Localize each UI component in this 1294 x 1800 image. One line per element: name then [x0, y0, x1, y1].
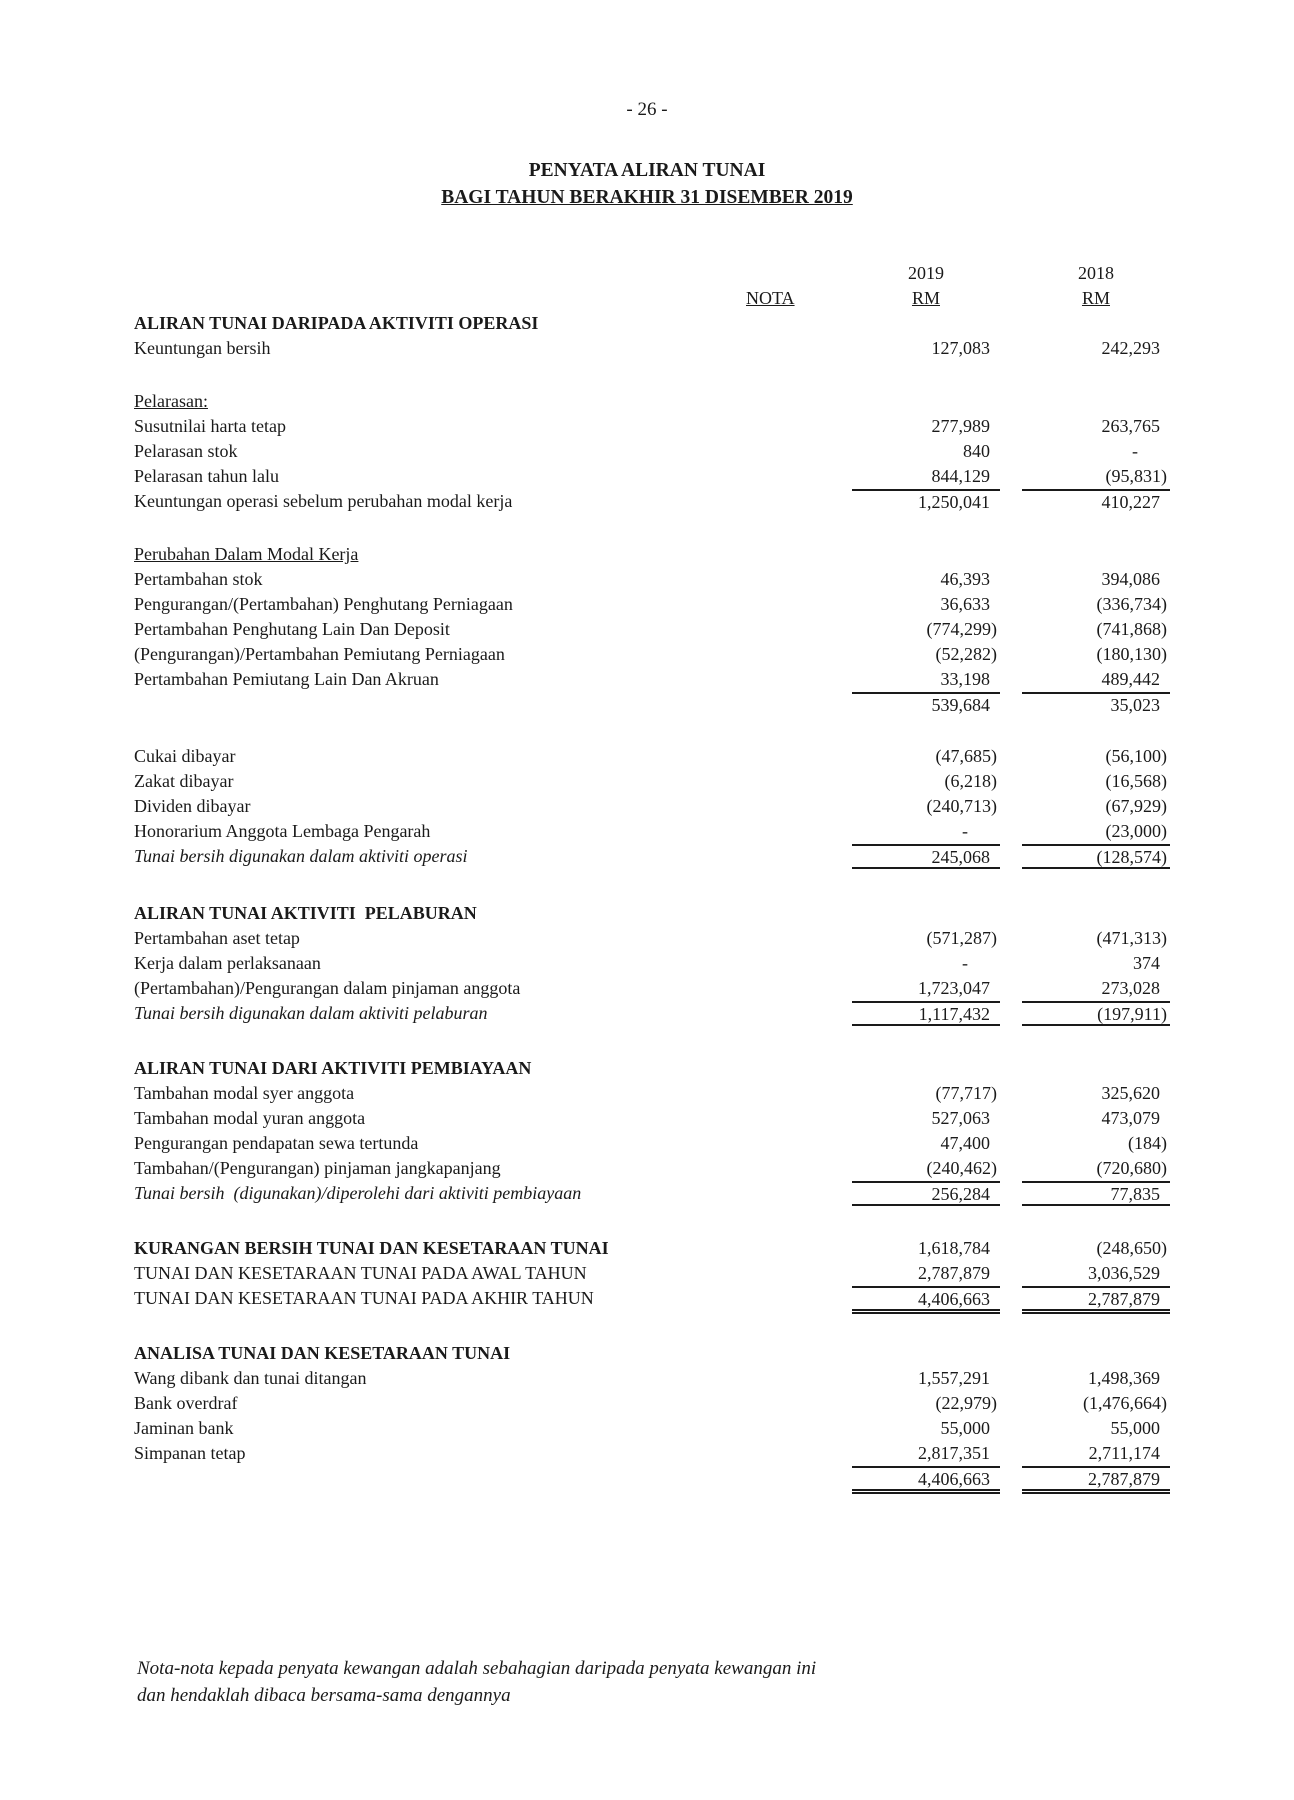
value-2018: (248,650)	[1096, 1238, 1167, 1258]
statement-row	[134, 1286, 1170, 1311]
statement-row	[134, 1236, 1170, 1261]
value-2019: (77,717)	[935, 1083, 997, 1103]
value-2018	[1022, 389, 1170, 414]
row-label: Pelarasan:	[134, 391, 208, 411]
value-2018: 35,023	[1022, 692, 1170, 717]
value-2019: 1,117,432	[852, 1001, 1000, 1026]
column-gap	[1000, 389, 1022, 414]
row-spacer	[134, 514, 1170, 542]
row-label: Pengurangan pendapatan sewa tertunda	[134, 1133, 419, 1153]
value-2018: (741,868)	[1096, 619, 1167, 639]
value-2018: (720,680)	[1096, 1158, 1167, 1178]
value-2019: 2,787,879	[918, 1263, 990, 1283]
column-gap	[1000, 1106, 1022, 1131]
value-2018: 77,835	[1022, 1181, 1170, 1206]
statement-row	[134, 1131, 1170, 1156]
column-gap	[1000, 1236, 1022, 1261]
column-gap	[1000, 1081, 1022, 1106]
row-label: (Pertambahan)/Pengurangan dalam pinjaman anggota	[134, 978, 521, 998]
value-2019: (240,462)	[926, 1158, 997, 1178]
column-headers-units	[134, 286, 1170, 311]
value-2018: 55,000	[1110, 1418, 1160, 1438]
statement-row	[134, 901, 1170, 926]
row-label: Pelarasan stok	[134, 441, 238, 461]
row-label: Keuntungan bersih	[134, 338, 271, 358]
value-2019: (52,282)	[935, 644, 997, 664]
statement-row	[134, 926, 1170, 951]
row-label: Susutnilai harta tetap	[134, 416, 286, 436]
statement-row	[134, 592, 1170, 617]
statement-row	[134, 464, 1170, 489]
value-2019	[852, 389, 1000, 414]
column-gap	[1000, 1001, 1022, 1026]
row-label: Tambahan modal yuran anggota	[134, 1108, 366, 1128]
column-gap	[1000, 464, 1022, 489]
column-gap	[1000, 951, 1022, 976]
statement-row	[134, 542, 1170, 567]
row-label: Tambahan/(Pengurangan) pinjaman jangkapanjang	[134, 1158, 501, 1178]
value-2018: (23,000)	[1105, 821, 1167, 841]
column-gap	[1000, 542, 1022, 567]
row-label: Tunai bersih (digunakan)/diperolehi dari aktiviti pembiayaan	[134, 1183, 582, 1203]
column-gap	[1000, 286, 1022, 311]
column-gap	[1000, 1416, 1022, 1441]
value-2018: (471,313)	[1096, 928, 1167, 948]
value-2019: 4,406,663	[852, 1286, 1000, 1311]
value-2019: 256,284	[852, 1181, 1000, 1206]
title-block	[0, 157, 1294, 211]
value-2018	[1022, 311, 1170, 336]
row-label: Kerja dalam perlaksanaan	[134, 953, 321, 973]
value-2018: 263,765	[1101, 416, 1160, 436]
column-gap	[1000, 1181, 1022, 1206]
column-headers-years	[134, 261, 1170, 286]
column-gap	[1000, 901, 1022, 926]
row-label: Cukai dibayar	[134, 746, 236, 766]
column-gap	[1000, 769, 1022, 794]
statement-row	[134, 769, 1170, 794]
row-label: Tunai bersih digunakan dalam aktiviti operasi	[134, 846, 468, 866]
column-gap	[1000, 794, 1022, 819]
value-2019: (774,299)	[926, 619, 997, 639]
row-label: Pertambahan aset tetap	[134, 928, 300, 948]
row-label: Bank overdraf	[134, 1393, 238, 1413]
column-gap	[1000, 642, 1022, 667]
value-2019: 47,400	[940, 1133, 990, 1153]
row-label: ALIRAN TUNAI DARIPADA AKTIVITI OPERASI	[134, 313, 539, 333]
column-gap	[1000, 567, 1022, 592]
row-label: ANALISA TUNAI DAN KESETARAAN TUNAI	[134, 1343, 511, 1363]
value-2019: 36,633	[940, 594, 990, 614]
value-2018: 394,086	[1101, 569, 1160, 589]
statement-row	[134, 744, 1170, 769]
value-2018	[1022, 1341, 1170, 1366]
value-2018: 2,711,174	[1088, 1443, 1160, 1463]
page-number: - 26 -	[626, 99, 668, 120]
value-2019: 527,063	[931, 1108, 990, 1128]
value-2019: -	[962, 821, 968, 841]
value-2018: (197,911)	[1022, 1001, 1170, 1026]
statement-row	[134, 667, 1170, 692]
statement-row	[134, 414, 1170, 439]
statement-row	[134, 692, 1170, 717]
column-gap	[1000, 489, 1022, 514]
row-label	[134, 1466, 852, 1491]
value-2018: (336,734)	[1096, 594, 1167, 614]
statement-row	[134, 819, 1170, 844]
value-2019: 4,406,663	[852, 1466, 1000, 1491]
column-gap	[1000, 692, 1022, 717]
value-2019: 245,068	[852, 844, 1000, 869]
value-2019: (6,218)	[944, 771, 997, 791]
row-label: Tunai bersih digunakan dalam aktiviti pelaburan	[134, 1003, 488, 1023]
row-spacer	[134, 361, 1170, 389]
statement-row	[134, 489, 1170, 514]
statement-row	[134, 794, 1170, 819]
row-spacer	[134, 717, 1170, 744]
value-2019: 55,000	[940, 1418, 990, 1438]
column-gap	[1000, 617, 1022, 642]
column-header-year-2019: 2019	[908, 263, 944, 283]
value-2019	[852, 1056, 1000, 1081]
value-2018	[1022, 1056, 1170, 1081]
column-gap	[1000, 844, 1022, 869]
column-gap	[1000, 667, 1022, 692]
row-label: Pelarasan tahun lalu	[134, 466, 279, 486]
row-label: ALIRAN TUNAI DARI AKTIVITI PEMBIAYAAN	[134, 1058, 532, 1078]
statement-row	[134, 567, 1170, 592]
row-label: Wang dibank dan tunai ditangan	[134, 1368, 367, 1388]
value-2018: 489,442	[1101, 669, 1160, 689]
cash-flow-statement	[134, 261, 1170, 1491]
column-header-nota: NOTA	[746, 288, 795, 308]
value-2018: 242,293	[1101, 338, 1160, 358]
statement-row	[134, 1391, 1170, 1416]
statement-row	[134, 1056, 1170, 1081]
statement-row	[134, 311, 1170, 336]
column-gap	[1000, 592, 1022, 617]
value-2018: 3,036,529	[1088, 1263, 1160, 1283]
row-label: Keuntungan operasi sebelum perubahan modal kerja	[134, 491, 513, 511]
row-spacer	[134, 869, 1170, 901]
row-label: Honorarium Anggota Lembaga Pengarah	[134, 821, 431, 841]
value-2018: (16,568)	[1105, 771, 1167, 791]
statement-row	[134, 1261, 1170, 1286]
column-gap	[1000, 1366, 1022, 1391]
value-2018	[1022, 901, 1170, 926]
row-label: Pertambahan Penghutang Lain Dan Deposit	[134, 619, 450, 639]
row-label: Pertambahan Pemiutang Lain Dan Akruan	[134, 669, 439, 689]
row-spacer	[134, 1026, 1170, 1056]
value-2019: 33,198	[940, 669, 990, 689]
value-2019: 844,129	[931, 466, 990, 486]
value-2019: 277,989	[931, 416, 990, 436]
row-label: (Pengurangan)/Pertambahan Pemiutang Perniagaan	[134, 644, 505, 664]
statement-row	[134, 844, 1170, 869]
value-2018: 2,787,879	[1022, 1466, 1170, 1491]
statement-row	[134, 617, 1170, 642]
statement-rows	[134, 311, 1170, 1491]
value-2019: 539,684	[852, 692, 1000, 717]
value-2018: (95,831)	[1105, 466, 1167, 486]
value-2018: (1,476,664)	[1083, 1393, 1167, 1413]
column-gap	[1000, 439, 1022, 464]
value-2019: 1,618,784	[918, 1238, 990, 1258]
column-gap	[1000, 819, 1022, 844]
column-gap	[1000, 744, 1022, 769]
statement-row	[134, 336, 1170, 361]
value-2018: -	[1132, 441, 1138, 461]
column-gap	[1000, 311, 1022, 336]
value-2019	[852, 542, 1000, 567]
column-gap	[1000, 336, 1022, 361]
statement-title: PENYATA ALIRAN TUNAI	[528, 160, 766, 181]
row-spacer	[134, 1206, 1170, 1236]
column-gap	[1000, 1441, 1022, 1466]
statement-row	[134, 1466, 1170, 1491]
value-2019: 2,817,351	[918, 1443, 990, 1463]
row-label	[134, 261, 852, 286]
row-spacer	[134, 1311, 1170, 1341]
statement-row	[134, 1366, 1170, 1391]
value-2018: 2,787,879	[1022, 1286, 1170, 1311]
value-2018: 325,620	[1101, 1083, 1160, 1103]
value-2019: 127,083	[931, 338, 990, 358]
value-2018: 473,079	[1101, 1108, 1160, 1128]
value-2019	[852, 901, 1000, 926]
statement-row	[134, 642, 1170, 667]
statement-row	[134, 1081, 1170, 1106]
statement-row	[134, 1156, 1170, 1181]
row-label	[134, 286, 852, 311]
value-2019: 840	[963, 441, 990, 461]
footer-note-line2: dan hendaklah dibaca bersama-sama dengannya	[137, 1685, 511, 1706]
row-label: Zakat dibayar	[134, 771, 234, 791]
row-label: TUNAI DAN KESETARAAN TUNAI PADA AWAL TAHUN	[134, 1263, 587, 1283]
column-gap	[1000, 1056, 1022, 1081]
statement-row	[134, 1341, 1170, 1366]
value-2018	[1022, 542, 1170, 567]
column-gap	[1000, 1261, 1022, 1286]
value-2019: 46,393	[940, 569, 990, 589]
value-2019: 1,723,047	[918, 978, 990, 998]
value-2019	[852, 311, 1000, 336]
column-header-rm-2019: RM	[911, 288, 940, 308]
column-gap	[1000, 1341, 1022, 1366]
statement-row	[134, 389, 1170, 414]
column-gap	[1000, 1156, 1022, 1181]
value-2018: (56,100)	[1105, 746, 1167, 766]
statement-row	[134, 1001, 1170, 1026]
statement-row	[134, 1441, 1170, 1466]
row-label	[134, 692, 852, 717]
column-gap	[1000, 926, 1022, 951]
column-gap	[1000, 1131, 1022, 1156]
row-label: Tambahan modal syer anggota	[134, 1083, 355, 1103]
column-header-rm-2018: RM	[1081, 288, 1110, 308]
row-label: Pertambahan stok	[134, 569, 263, 589]
statement-row	[134, 951, 1170, 976]
value-2018: (128,574)	[1022, 844, 1170, 869]
value-2019: -	[962, 953, 968, 973]
row-label: ALIRAN TUNAI AKTIVITI PELABURAN	[134, 903, 477, 923]
value-2019: 1,250,041	[852, 489, 1000, 514]
statement-row	[134, 1416, 1170, 1441]
column-gap	[1000, 1286, 1022, 1311]
value-2018: (180,130)	[1096, 644, 1167, 664]
column-gap	[1000, 261, 1022, 286]
statement-row	[134, 1181, 1170, 1206]
value-2019: (47,685)	[935, 746, 997, 766]
row-label: Pengurangan/(Pertambahan) Penghutang Perniagaan	[134, 594, 513, 614]
value-2019: (240,713)	[926, 796, 997, 816]
value-2018: (67,929)	[1105, 796, 1167, 816]
value-2018: 273,028	[1101, 978, 1160, 998]
value-2019	[852, 1341, 1000, 1366]
value-2019: (571,287)	[926, 928, 997, 948]
column-gap	[1000, 976, 1022, 1001]
column-gap	[1000, 1466, 1022, 1491]
value-2018: (184)	[1128, 1133, 1167, 1153]
statement-row	[134, 1106, 1170, 1131]
row-label: KURANGAN BERSIH TUNAI DAN KESETARAAN TUNAI	[134, 1238, 609, 1258]
statement-row	[134, 976, 1170, 1001]
value-2018: 1,498,369	[1088, 1368, 1160, 1388]
column-gap	[1000, 1391, 1022, 1416]
row-label: TUNAI DAN KESETARAAN TUNAI PADA AKHIR TAHUN	[134, 1288, 594, 1308]
row-label: Dividen dibayar	[134, 796, 251, 816]
value-2019: 1,557,291	[918, 1368, 990, 1388]
row-label: Jaminan bank	[134, 1418, 234, 1438]
row-label: Simpanan tetap	[134, 1443, 246, 1463]
column-header-year-2018: 2018	[1078, 263, 1114, 283]
footer-note	[137, 1655, 816, 1709]
value-2019: (22,979)	[935, 1393, 997, 1413]
statement-row	[134, 439, 1170, 464]
row-label: Perubahan Dalam Modal Kerja	[134, 544, 359, 564]
footer-note-line1: Nota-nota kepada penyata kewangan adalah sebahagian daripada penyata kewangan ini	[137, 1658, 817, 1679]
column-gap	[1000, 414, 1022, 439]
statement-subtitle: BAGI TAHUN BERAKHIR 31 DISEMBER 2019	[441, 187, 853, 208]
value-2018: 374	[1133, 953, 1160, 973]
value-2018: 410,227	[1022, 489, 1170, 514]
